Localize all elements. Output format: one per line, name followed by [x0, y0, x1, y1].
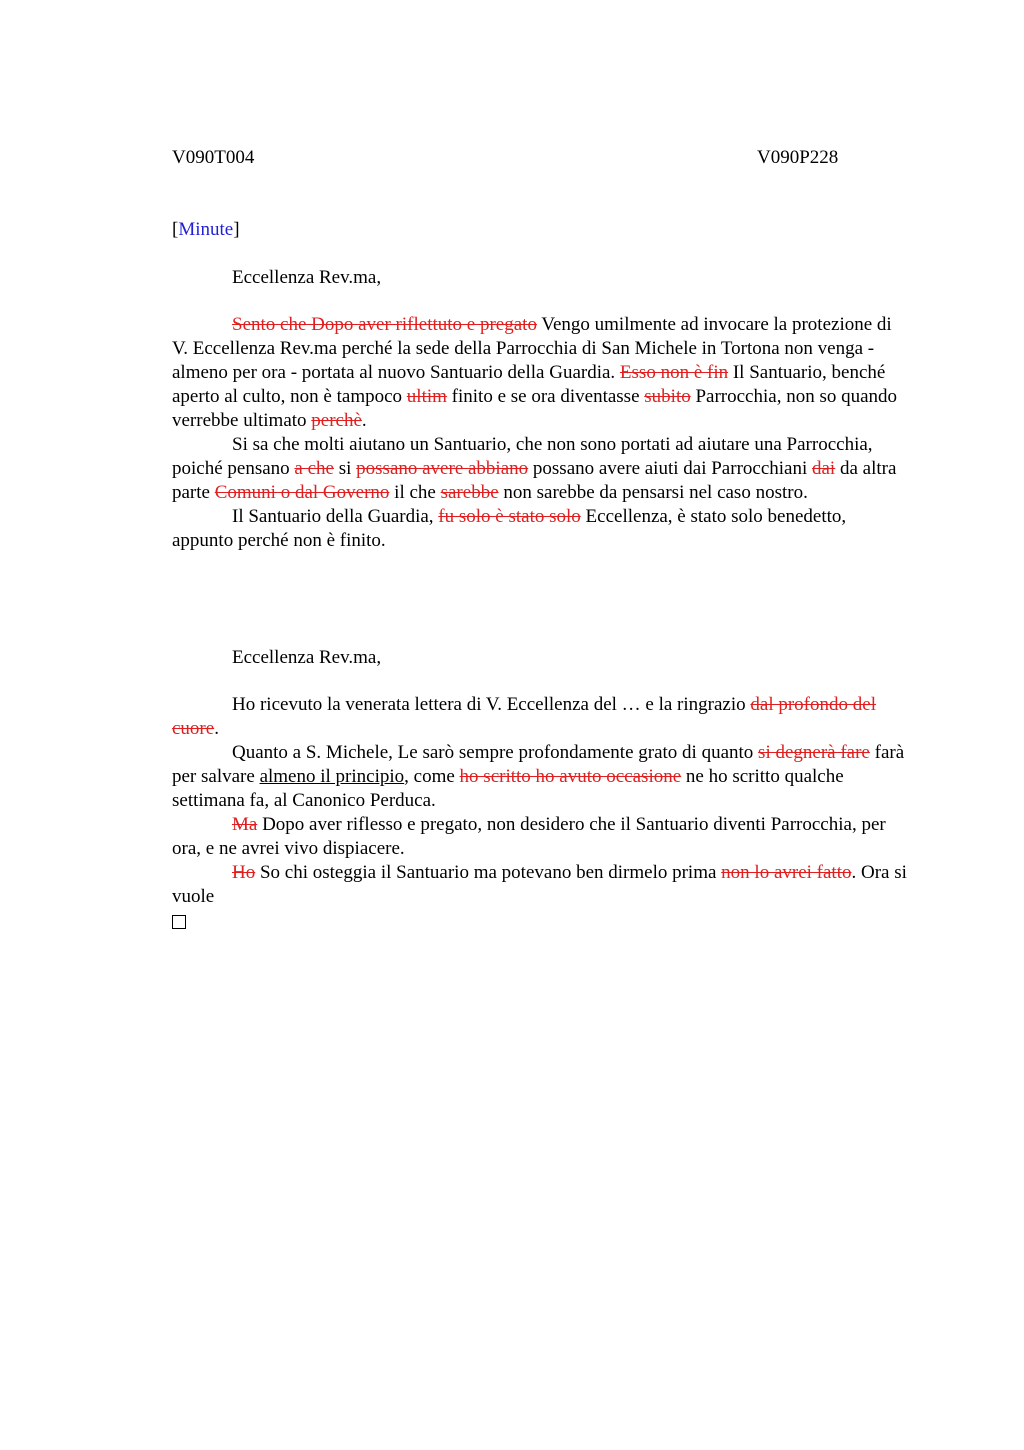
deleted-text: perchè — [311, 410, 362, 431]
underlined-text: almeno il principio — [259, 766, 405, 787]
body-text: non sarebbe da pensarsi nel caso nostro. — [498, 482, 808, 503]
deleted-text: Comuni o dal Governo — [214, 482, 390, 503]
body-text: . — [214, 718, 219, 739]
document-code-left: V090T004 — [172, 147, 255, 168]
letter2-paragraph-2 — [172, 741, 912, 813]
body-text: il che — [389, 482, 441, 503]
body-text: da altra parte — [172, 458, 897, 503]
deleted-text: Ma — [232, 814, 258, 835]
body-text: Ho ricevuto la venerata lettera di V. Eccellenza del … e la ringrazio — [232, 694, 751, 715]
deleted-text: dai — [812, 458, 836, 479]
body-text: Ora si vuole — [172, 862, 907, 907]
body-text: Eccellenza, è stato solo benedetto, appunto perché non è finito. — [172, 506, 847, 551]
body-text: si — [333, 458, 357, 479]
document-code-right: V090P228 — [757, 147, 839, 168]
minute-open-bracket: [ — [172, 219, 179, 240]
body-text: finito e se ora diventasse — [446, 386, 645, 407]
letter2-body — [172, 693, 912, 929]
deleted-text: sarebbe — [440, 482, 499, 503]
letter1-paragraph-2 — [172, 433, 912, 505]
deleted-text: Ho — [232, 862, 256, 883]
letter2-paragraph-1 — [172, 693, 912, 741]
body-text: So chi osteggia il Santuario ma potevano ben dirmelo prima — [255, 862, 722, 883]
body-text: Si sa che molti aiutano un Santuario, che non sono portati ad aiutare una Parrocchia, poiché pensano — [172, 434, 873, 479]
end-marker-box — [172, 915, 186, 929]
deleted-text: Sento che Dopo aver riflettuto e pregato — [232, 314, 537, 335]
body-text: Vengo umilmente ad invocare la protezione di V. Eccellenza Rev.ma perché la sede della Parrocchia di San Michele in Tortona non venga - almeno per ora - portata al nuovo Santuario della Guardia. — [172, 314, 892, 383]
body-text: Il Santuario della Guardia, — [232, 506, 439, 527]
body-text: Parrocchia, non so quando verrebbe ultimato — [172, 386, 898, 431]
deleted-text: subito — [644, 386, 691, 407]
letter2-salutation: Eccellenza Rev.ma, — [232, 647, 382, 668]
body-text: . — [361, 410, 367, 431]
body-text: Quanto a S. Michele, Le sarò sempre profondamente grato di quanto — [232, 742, 759, 763]
minute-label-text: Minute — [178, 219, 234, 240]
deleted-text: fu solo è stato solo — [438, 506, 581, 527]
body-text: possano avere aiuti dai Parrocchiani — [528, 458, 812, 479]
letter1-salutation: Eccellenza Rev.ma, — [232, 267, 382, 288]
body-text: Il Santuario, benché aperto al culto, non è tampoco — [172, 362, 886, 407]
letter2-paragraph-3 — [172, 813, 912, 861]
body-text: , come — [404, 766, 460, 787]
body-text: Dopo aver riflesso e pregato, non desidero che il Santuario diventi Parrocchia, per ora, e ne avrei vivo dispiacere. — [172, 814, 886, 859]
deleted-text: dal profondo del cuore — [172, 694, 876, 739]
deleted-text: si degnerà fare — [758, 742, 870, 763]
letter2-paragraph-4 — [172, 861, 912, 909]
deleted-text: Esso non è fin — [619, 362, 729, 383]
body-text: . — [851, 862, 857, 883]
deleted-text: ho scritto ho avuto occasione — [459, 766, 682, 787]
deleted-text: possano avere abbiano — [356, 458, 529, 479]
letter1-body — [172, 313, 912, 553]
deleted-text: a che — [294, 458, 334, 479]
letter1-paragraph-3 — [172, 505, 912, 553]
deleted-text: non lo avrei fatto — [721, 862, 852, 883]
body-text: ne ho scritto qualche settimana fa, al Canonico Perduca. — [172, 766, 844, 811]
deleted-text: ultim — [406, 386, 447, 407]
body-text: farà per salvare — [172, 742, 905, 787]
minute-label — [172, 218, 240, 242]
letter1-paragraph-1 — [172, 313, 912, 433]
minute-close-bracket: ] — [233, 219, 240, 240]
